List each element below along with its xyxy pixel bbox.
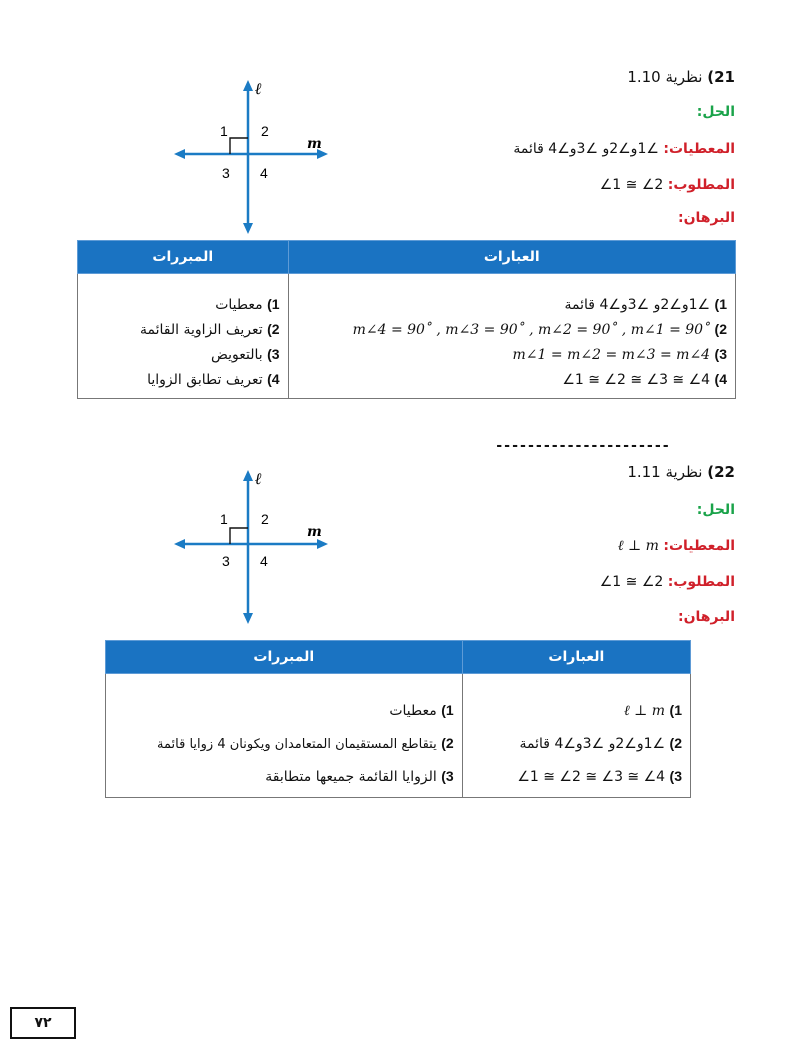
statement-text: ∠1 ≅ ∠2 ≅ ∠3 ≅ ∠4 [562, 372, 711, 388]
reason-row: 3) الزوايا القائمة جميعها متطابقة [265, 768, 454, 785]
arrow-left-icon [174, 149, 185, 159]
page-number: ٧٢ [10, 1007, 76, 1039]
reason-text: بالتعويض [210, 347, 263, 363]
solution-label: الحل: [696, 104, 735, 120]
reasons-cell [78, 274, 289, 399]
reasons-cell [106, 674, 463, 798]
arrow-up-icon [243, 80, 253, 91]
problem-22-heading [627, 463, 735, 481]
statements-cell [462, 674, 690, 798]
statement-text: ∠1 ≅ ∠2 ≅ ∠3 ≅ ∠4 [517, 769, 666, 785]
given-line [513, 141, 735, 157]
reason-row: 3) بالتعويض [210, 346, 280, 363]
angle-label-1: 1 [220, 511, 228, 527]
problem-21-heading [627, 68, 735, 86]
solution-label: الحل: [696, 502, 735, 518]
line-label-l: ℓ [255, 79, 262, 98]
problem-number: 21) [707, 68, 735, 86]
line-label-m: m [307, 524, 322, 540]
perpendicular-lines-figure [170, 76, 330, 236]
angle-label-2: 2 [261, 511, 269, 527]
given-label: المعطيات: [663, 141, 735, 157]
col-statements-header: العبارات [288, 241, 735, 274]
arrow-up-icon [243, 470, 253, 481]
theorem-title: نظرية 1.11 [627, 463, 703, 481]
reason-text: تعريف الزاوية القائمة [140, 322, 263, 338]
statement-row: 3) m∠1 = m∠2 = m∠3 = m∠4 [512, 346, 727, 363]
given-value: ∠1و∠2و ∠3و∠4 قائمة [513, 141, 659, 157]
proof-label: البرهان: [678, 210, 735, 226]
statement-row: 1) ℓ ⊥ m [623, 702, 682, 719]
col-reasons-header: المبررات [106, 641, 463, 674]
right-angle-mark [230, 528, 248, 544]
proof-label: البرهان: [678, 609, 735, 625]
statement-row: 2) ∠1و∠2و ∠3و∠4 قائمة [519, 735, 682, 752]
statement-row: 4) ∠1 ≅ ∠2 ≅ ∠3 ≅ ∠4 [562, 371, 727, 388]
statement-text: m∠4 = 90˚ , m∠3 = 90˚ , m∠2 = 90˚ , m∠1 = 90˚ [352, 322, 711, 338]
reason-text: معطيات [215, 297, 263, 313]
arrow-left-icon [174, 539, 185, 549]
right-angle-mark [230, 138, 248, 154]
problem-number: 22) [707, 463, 735, 481]
col-statements-header: العبارات [462, 641, 690, 674]
angle-label-3: 3 [222, 553, 230, 569]
prove-value: ∠1 ≅ ∠2 [599, 177, 664, 193]
statement-row: 1) ∠1و∠2و ∠3و∠4 قائمة [564, 296, 727, 313]
prove-line [600, 574, 735, 590]
given-label: المعطيات: [663, 538, 735, 554]
angle-label-2: 2 [261, 123, 269, 139]
reason-text: معطيات [389, 703, 437, 719]
line-label-l: ℓ [255, 469, 262, 488]
prove-label: المطلوب: [667, 574, 735, 590]
statement-text: ℓ ⊥ m [623, 703, 666, 719]
reason-text: تعريف تطابق الزوايا [147, 372, 263, 388]
theorem-title: نظرية 1.10 [627, 68, 703, 86]
proof-table-22 [105, 640, 691, 798]
statement-text: m∠1 = m∠2 = m∠3 = m∠4 [512, 347, 711, 363]
arrow-down-icon [243, 223, 253, 234]
statement-text: ∠1و∠2و ∠3و∠4 قائمة [519, 736, 666, 752]
angle-label-3: 3 [222, 165, 230, 181]
reason-row: 2) يتقاطع المستقيمان المتعامدان ويكونان 4 زوايا قائمة [157, 735, 454, 752]
reason-row: 1) معطيات [215, 296, 280, 313]
prove-value: ∠1 ≅ ∠2 [599, 574, 664, 590]
statement-text: ∠1و∠2و ∠3و∠4 قائمة [564, 297, 711, 313]
line-label-m: m [307, 136, 322, 152]
reason-row: 2) تعريف الزاوية القائمة [140, 321, 280, 338]
given-value: ℓ ⊥ m [617, 538, 659, 554]
prove-label: المطلوب: [667, 177, 735, 193]
proof-table-21 [77, 240, 736, 399]
reason-text: يتقاطع المستقيمان المتعامدان ويكونان 4 زوايا قائمة [157, 737, 437, 752]
perpendicular-lines-figure [170, 466, 330, 626]
given-line [618, 538, 735, 555]
angle-label-4: 4 [260, 165, 268, 181]
section-divider: ---------------------- [495, 438, 670, 454]
angle-label-1: 1 [220, 123, 228, 139]
col-reasons-header: المبررات [78, 241, 289, 274]
angle-label-4: 4 [260, 553, 268, 569]
statement-row: 3) ∠1 ≅ ∠2 ≅ ∠3 ≅ ∠4 [517, 768, 682, 785]
arrow-right-icon [317, 539, 328, 549]
reason-row: 4) تعريف تطابق الزوايا [147, 371, 280, 388]
reason-row: 1) معطيات [389, 702, 454, 719]
statements-cell [288, 274, 735, 399]
statement-row: 2) m∠4 = 90˚ , m∠3 = 90˚ , m∠2 = 90˚ , m∠1 = 90˚ [352, 321, 727, 338]
arrow-down-icon [243, 613, 253, 624]
prove-line [600, 177, 735, 193]
reason-text: الزوايا القائمة جميعها متطابقة [265, 769, 437, 785]
